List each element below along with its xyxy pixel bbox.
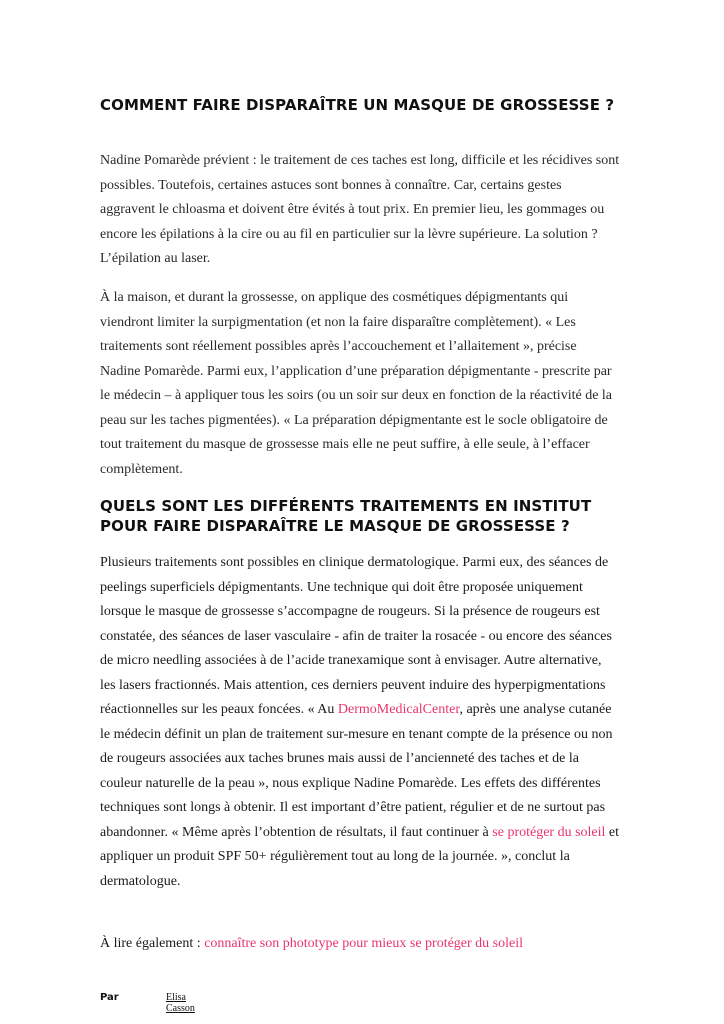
- by-label: Par: [100, 992, 119, 1003]
- proteger-soleil-link[interactable]: se protéger du soleil: [492, 824, 606, 840]
- author-link[interactable]: Elisa Casson: [166, 992, 195, 1014]
- paragraph-cosmetiques-depigmentants: À la maison, et durant la grossesse, on applique des cosmétiques dépigmentants qui viendront limiter la surpigmentation (et non la faire disparaître complètement). « Les traitements sont réellement possibles après l’accouchement et l’allaitement », précise Nadine Pomarède. Parmi eux, l’application d’une préparation dépigmentante - prescrite par le médecin – à appliquer tous les soirs (ou un soir sur deux en fonction de la réactivité de la peau sur les taches pigmentées). « La préparation dépigmentante est le socle obligatoire de tout traitement du masque de grossesse mais elle ne peut suffire, à elle seule, à l’effacer complètement.: [100, 290, 613, 477]
- phototype-link[interactable]: connaître son phototype pour mieux se protéger du soleil: [204, 936, 524, 951]
- dermomedicalcenter-link[interactable]: DermoMedicalCenter: [337, 702, 460, 717]
- section-heading-traitements-institut: QUELS SONT LES DIFFÉRENTS TRAITEMENTS EN INSTITUT POUR FAIRE DISPARAÎTRE LE MASQUE DE GROSSESSE ?: [100, 497, 592, 535]
- section-heading-masque: COMMENT FAIRE DISPARAÎTRE UN MASQUE DE GROSSESSE ?: [100, 96, 615, 114]
- read-also-label: À lire également :: [100, 936, 205, 951]
- paragraph-text-part-3: et appliquer un produit SPF 50+ régulièrement tout au long de la journée. », conclut la dermatologue.: [100, 824, 620, 889]
- paragraph-text-part-2: , après une analyse cutanée le médecin définit un plan de traitement sur-mesure en tenant compte de la présence ou non de rougeurs associées aux taches brunes mais aussi de l’ancienneté des taches et de la couleur naturelle de la peau », nous explique Nadine Pomarède. Les effets des différentes techniques sont longs à obtenir. Il est important d’être patient, régulier et de ne surtout pas abandonner. « Même après l’obtention de résultats, il faut continuer à: [100, 702, 613, 840]
- paragraph-text-part-1: Plusieurs traitements sont possibles en clinique dermatologique. Parmi eux, des séances de peelings superficiels dépigmentants. Une technique qui doit être proposée uniquement lorsque le masque de grossesse s’accompagne de rougeurs. Si la présence de rougeurs est constatée, des séances de laser vasculaire - afin de traiter la rosacée - ou encore des séances de micro needling associées à de l’acide tranexamique sont à envisager. Autre alternative, les lasers fractionnés. Mais attention, ces derniers peuvent induire des hyperpigmentations réactionnelles sur les peaux foncées. « Au: [100, 555, 612, 717]
- paragraph-pomarede-prevention: Nadine Pomarède prévient : le traitement de ces taches est long, difficile et les récidives sont possibles. Toutefois, certaines astuces sont bonnes à connaître. Car, certains gestes aggravent le chloasma et doivent être évités à tout prix. En premier lieu, les gommages ou encore les épilations à la cire ou au fil en particulier sur la lèvre supérieure. La solution ? L’épilation au laser.: [100, 153, 620, 266]
- read-also-line: [100, 932, 620, 957]
- paragraph-traitements-clinique: [100, 551, 620, 894]
